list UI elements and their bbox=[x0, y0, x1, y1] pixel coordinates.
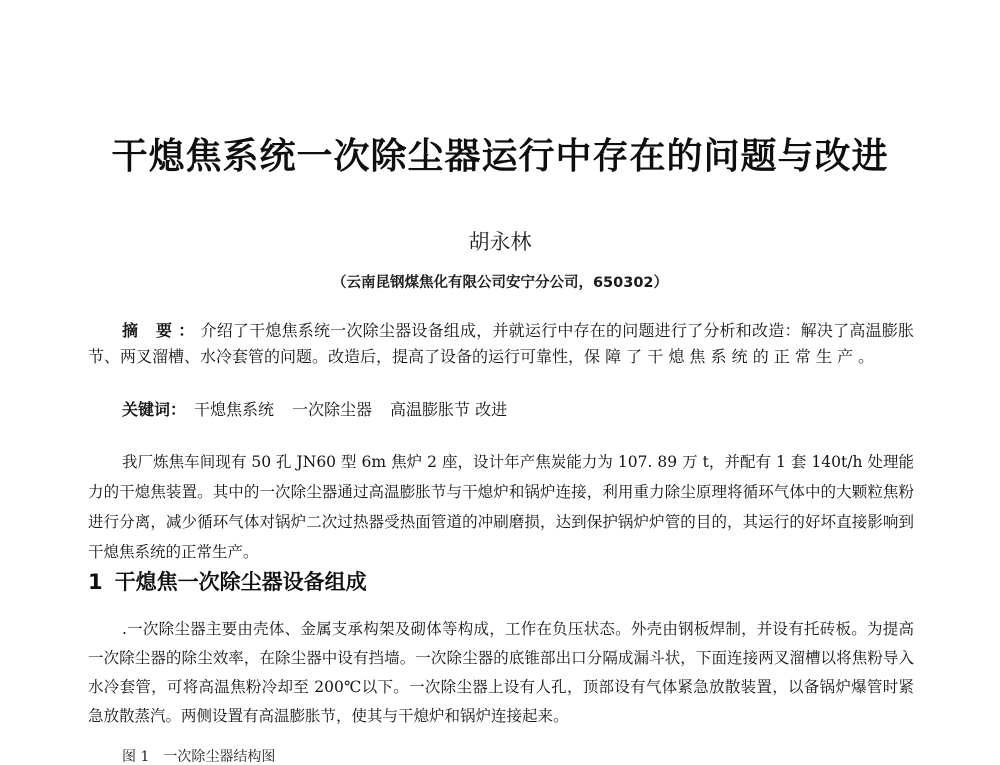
section-1-number: 1 bbox=[88, 570, 103, 594]
figure-caption-cutoff: 图 1 一次除尘器结构图 bbox=[122, 749, 276, 765]
keyword-1: 干熄焦系统 bbox=[194, 400, 275, 419]
keywords-label: 关键词： bbox=[122, 400, 187, 419]
abstract-text: 介绍了干熄焦系统一次除尘器设备组成，并就运行中存在的问题进行了分析和改造：解决了高温膨胀节、两叉溜槽、水冷套管的问题。改造后，提高了设备的运行可靠性，保 障 了 干 熄 焦 系 统 的 正 常 生 产 。 bbox=[88, 321, 914, 366]
abstract bbox=[88, 318, 914, 370]
author-affiliation: （云南昆钢煤焦化有限公司安宁分公司，650302） bbox=[331, 275, 669, 291]
keyword-3: 高温膨胀节 改进 bbox=[390, 400, 508, 419]
intro-paragraph: 我厂炼焦车间现有 50 孔 JN60 型 6m 焦炉 2 座，设计年产焦炭能力为 107. 89 万 t，并配有 1 套 140t/h 处理能力的干熄焦装置。其中的一次除尘器通过高温膨胀节与干熄炉和锅炉连接，利用重力除尘原理将循环气体中的大颗粒焦粉进行分离，减少循环气体对锅炉二次过热器受热面管道的冲刷磨损，达到保护锅炉炉管的目的，其运行的好坏直接影响到干熄焦系统的正常生产。 bbox=[88, 453, 914, 561]
abstract-label: 摘 要： bbox=[122, 321, 201, 340]
paper-title: 干熄焦系统一次除尘器运行中存在的问题与改进 bbox=[111, 136, 889, 177]
section-1-heading bbox=[88, 566, 367, 596]
section-1-title: 干熄焦一次除尘器设备组成 bbox=[114, 570, 367, 594]
section-1-paragraph: .一次除尘器主要由壳体、金属支承构架及砌体等构成，工作在负压状态。外壳由钢板焊制，并设有托砖板。为提高一次除尘器的除尘效率，在除尘器中设有挡墙。一次除尘器的底锥部出口分隔成漏斗状，下面连接两叉溜槽以将焦粉导入水冷套管，可将高温焦粉冷却至 200℃以下。一次除尘器上设有人孔，顶部设有气体紧急放散装置，以备锅炉爆管时紧急放散蒸汽。两侧设置有高温膨胀节，使其与干熄炉和锅炉连接起来。 bbox=[88, 620, 914, 725]
keyword-2: 一次除尘器 bbox=[292, 400, 373, 419]
keywords bbox=[122, 398, 912, 422]
author-name: 胡永林 bbox=[468, 230, 532, 254]
